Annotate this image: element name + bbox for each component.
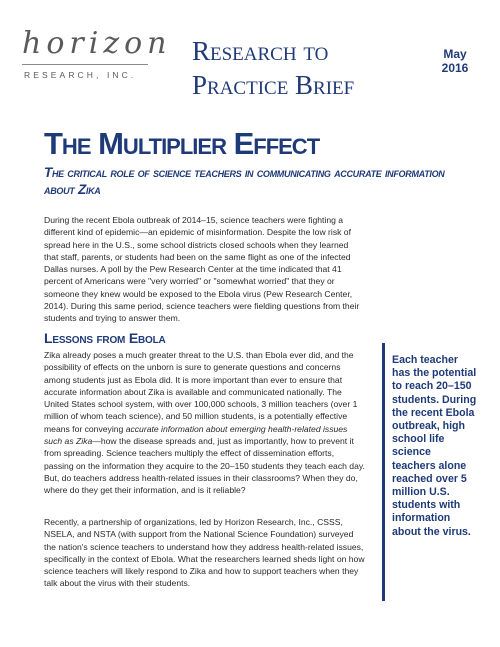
publication-date xyxy=(430,47,480,75)
lessons-paragraph-1 xyxy=(44,349,366,497)
horizon-logo xyxy=(22,26,172,86)
lessons-paragraph-2: Recently, a partnership of organizations, led by Horizon Research, Inc., CSSS, NSELA, and NSTA (with support from the National Science Foundation) surveyed the nation's science teachers to understand how they address health-related issues, specifically in the context of Ebola. What the researchers learned sheds light on how science teachers will likely respond to Zika and how to support teachers when they talk about the virus with their students. xyxy=(44,517,365,589)
pull-quote-sidebar xyxy=(382,343,477,601)
date-month: May xyxy=(443,47,467,61)
pull-quote-text: Each teacher has the potential to reach 20–150 students. During the recent Ebola outbreak, high school life science teachers alone reached over 5 million U.S. students with information about the virus. xyxy=(392,354,477,538)
date-year: 2016 xyxy=(441,61,469,75)
series-title-line-1: Research to xyxy=(192,36,329,66)
lessons-text-part-1: Zika already poses a much greater threat to the U.S. than Ebola ever did, and the possibility of effects on the unborn is sure to generate questions and concerns among students just as Ebola did. It is more important than ever to ensure that accurate information about Zika is available and communicated nationally. The United States school system, with over 100,000 schools, 3 million teachers (over 1 million of whom teach science), and 50 million students, is a potentially effective means for conveying xyxy=(44,350,358,434)
section-heading: Lessons from Ebola xyxy=(44,330,166,346)
lessons-emphasis: accurate information about emerging health-related issues such as Zika xyxy=(44,423,348,447)
lessons-text-part-2: —how the disease spreads and, just as importantly, how to prevent it from spreading. Science teachers multiply the effect of dissemination efforts, passing on the information they acquire to the 20–150 students they teach each day. But, do teachers address health-related issues in their classrooms? When they do, where do they get their information, and is it reliable? xyxy=(44,436,365,496)
series-title xyxy=(192,34,392,102)
series-title-line-2: Practice Brief xyxy=(192,70,355,100)
intro-paragraph: During the recent Ebola outbreak of 2014–15, science teachers were fighting a different kind of epidemic—an epidemic of misinformation. Despite the low risk of spread here in the U.S., some school districts closed schools when they learned that staff, parents, or students had been on the same flight as one of the infected Dallas nurses. A poll by the Pew Research Center at the time indicated that 41 percent of Americans were "very worried" or "somewhat worried" that they or someone they knew would be exposed to the Ebola virus (Pew Research Center, 2014). During this same period, science teachers were fielding questions from their students and trying to answer them. xyxy=(44,215,360,324)
logo-wordmark: horizon xyxy=(22,26,172,61)
logo-divider xyxy=(22,64,148,65)
logo-subtitle: RESEARCH, INC. xyxy=(24,70,137,80)
brief-title: The Multiplier Effect xyxy=(44,126,320,161)
brief-subtitle: The critical role of science teachers in communicating accurate information about Zika xyxy=(44,165,445,197)
